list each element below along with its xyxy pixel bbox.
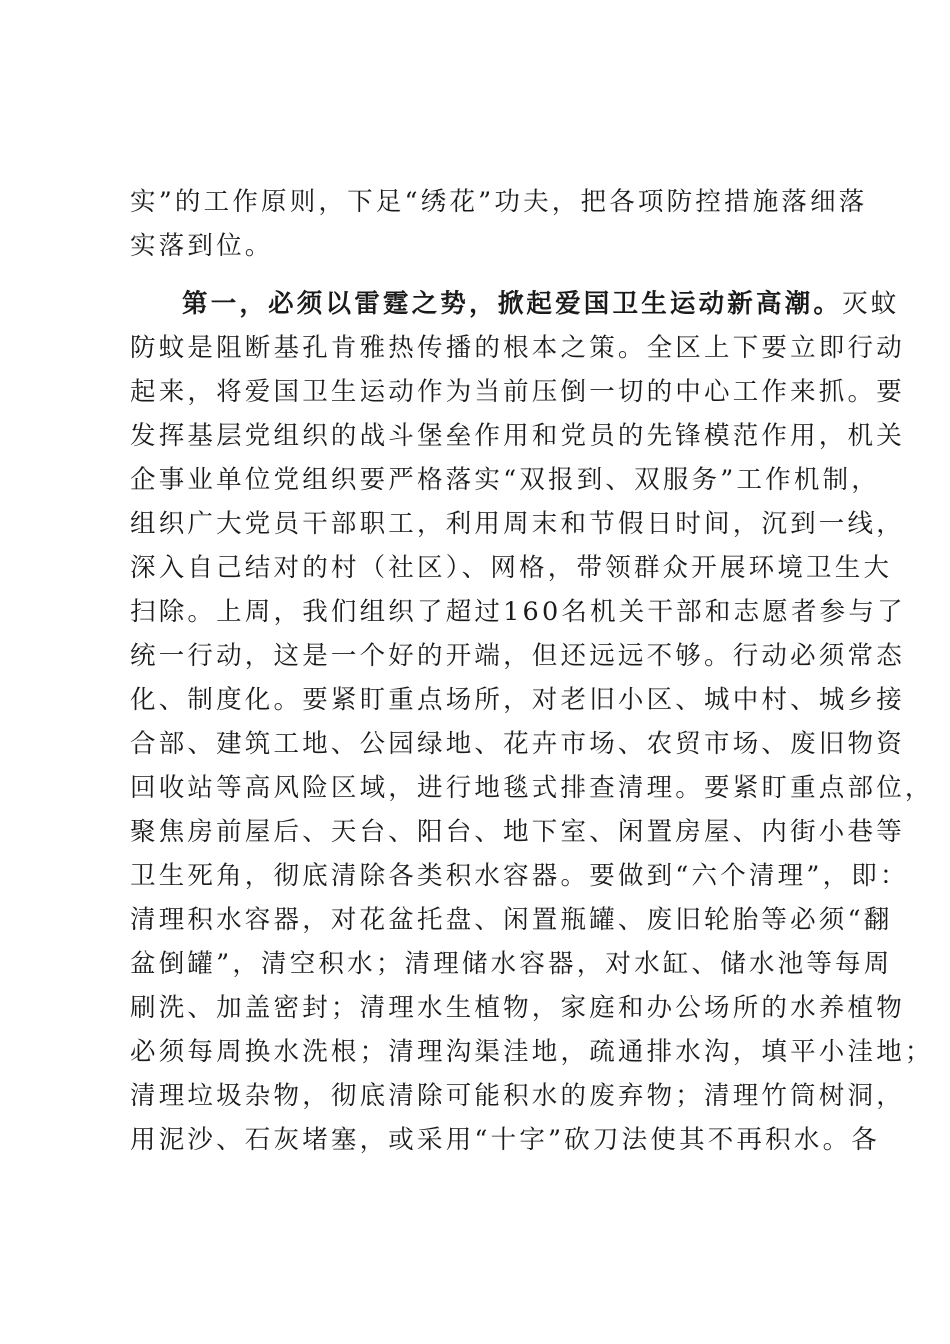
text-line: 刷洗、加盖密封；清理水生植物，家庭和办公场所的水养植物 [130,993,905,1023]
text-line: 发挥基层党组织的战斗堡垒作用和党员的先锋模范作用，机关 [130,421,905,451]
text-line: 清理积水容器，对花盆托盘、闲置瓶罐、废旧轮胎等必须“翻 [130,905,893,935]
text-line: 实”的工作原则，下足“绣花”功夫，把各项防控措施落细落 [130,187,868,217]
paragraph-lead-line [130,282,900,326]
text-line: 企事业单位党组织要严格落实“双报到、双服务”工作机制， [130,465,880,495]
paragraph-heading: 第一，必须以雷霆之势，掀起爱国卫生运动新高潮。 [182,289,843,319]
text-line: 化、制度化。要紧盯重点场所，对老旧小区、城中村、城乡接 [130,685,905,715]
paragraph-lead-rest: 灭蚊 [842,289,900,319]
text-line: 回收站等高风险区域，进行地毯式排查清理。要紧盯重点部位， [130,773,934,803]
paragraph-1 [130,180,868,268]
text-line: 防蚊是阻断基孔肯雅热传播的根本之策。全区上下要立即行动 [130,333,905,363]
text-line: 起来，将爱国卫生运动作为当前压倒一切的中心工作来抓。要 [130,377,905,407]
text-line: 卫生死角，彻底清除各类积水容器。要做到“六个清理”，即： [130,861,909,891]
text-line: 统一行动，这是一个好的开端，但还远远不够。行动必须常态 [130,641,905,671]
text-line: 深入自己结对的村（社区）、网格，带领群众开展环境卫生大 [130,553,893,583]
text-line: 必须每周换水洗根；清理沟渠洼地，疏通排水沟，填平小洼地； [130,1037,934,1067]
text-line: 实落到位。 [130,231,274,261]
text-line: 清理垃圾杂物，彻底清除可能积水的废弃物；清理竹筒树洞， [130,1081,905,1111]
paragraph-2 [130,282,934,1162]
text-line: 盆倒罐”，清空积水；清理储水容器，对水缸、储水池等每周 [130,949,893,979]
text-line: 用泥沙、石灰堵塞，或采用“十字”砍刀法使其不再积水。各 [130,1125,880,1155]
text-line: 组织广大党员干部职工，利用周末和节假日时间，沉到一线， [130,509,905,539]
text-line: 聚焦房前屋后、天台、阳台、地下室、闲置房屋、内街小巷等 [130,817,905,847]
text-line: 合部、建筑工地、公园绿地、花卉市场、农贸市场、废旧物资 [130,729,905,759]
text-line: 扫除。上周，我们组织了超过160名机关干部和志愿者参与了 [130,597,906,627]
